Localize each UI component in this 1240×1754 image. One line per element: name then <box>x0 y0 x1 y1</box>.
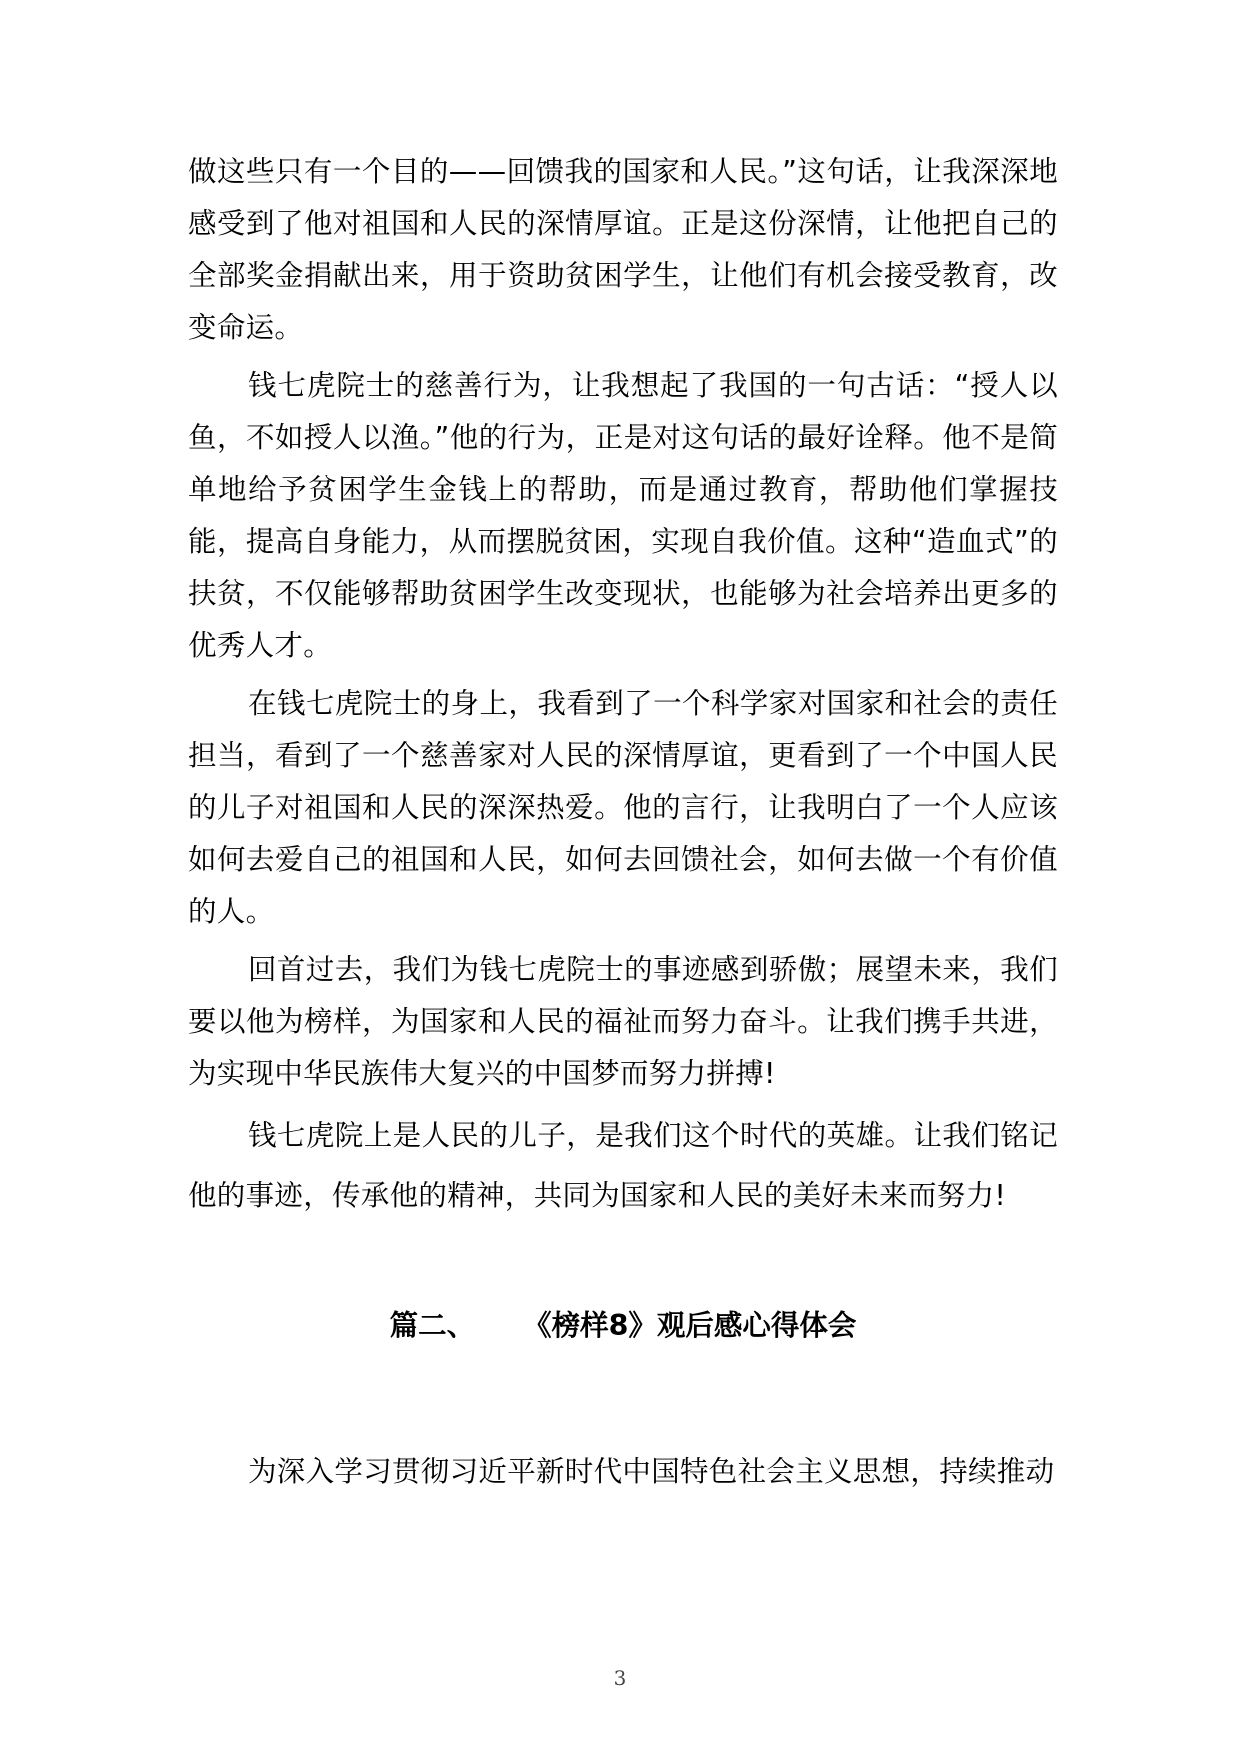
section-title: 《榜样8》观后感心得体会 <box>523 1309 857 1342</box>
paragraph-2: 钱七虎院士的慈善行为，让我想起了我国的一句古话：“授人以鱼，不如授人以渔。”他的行为，正是对这句话的最好诠释。他不是简单地给予贫困学生金钱上的帮助，而是通过教育，帮助他们掌握技能，提高自身能力，从而摆脱贫困，实现自我价值。这种“造血式”的扶贫，不仅能够帮助贫困学生改变现状，也能够为社会培养出更多的优秀人才。 <box>188 369 1058 662</box>
paragraph-1: 做这些只有一个目的——回馈我的国家和人民。”这句话，让我深深地感受到了他对祖国和人民的深情厚谊。正是这份深情，让他把自己的全部奖金捐献出来，用于资助贫困学生，让他们有机会接受教育，改变命运。 <box>188 155 1058 344</box>
paragraph-4: 回首过去，我们为钱七虎院士的事迹感到骄傲；展望未来，我们要以他为榜样，为国家和人民的福祉而努力奋斗。让我们携手共进，为实现中华民族伟大复兴的中国梦而努力拼搏! <box>188 953 1058 1090</box>
page-number: 3 <box>613 1666 627 1690</box>
section-heading <box>188 1306 1058 1346</box>
paragraph-5: 钱七虎院上是人民的儿子，是我们这个时代的英雄。让我们铭记他的事迹，传承他的精神，共同为国家和人民的美好未来而努力! <box>188 1119 1058 1212</box>
section-number: 篇二、 <box>389 1309 476 1342</box>
paragraph-3: 在钱七虎院士的身上，我看到了一个科学家对国家和社会的责任担当，看到了一个慈善家对人民的深情厚谊，更看到了一个中国人民的儿子对祖国和人民的深深热爱。他的言行，让我明白了一个人应该如何去爱自己的祖国和人民，如何去回馈社会，如何去做一个有价值的人。 <box>188 687 1058 928</box>
body-text-block <box>188 146 1058 1226</box>
next-paragraph: 为深入学习贯彻习近平新时代中国特色社会主义思想，持续推动 <box>248 1455 1055 1488</box>
next-section-text <box>188 1446 1058 1498</box>
